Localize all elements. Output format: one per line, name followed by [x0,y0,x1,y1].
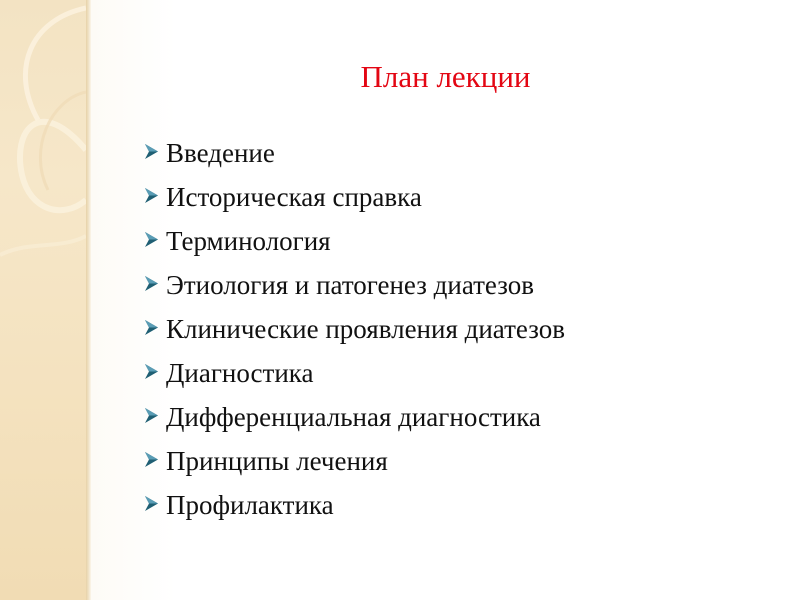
list-item-label: Введение [166,138,275,168]
arrow-bullet-icon [142,495,159,512]
list-item [142,439,565,483]
list-item-label: Диагностика [166,358,314,388]
list-item [142,263,565,307]
list-item [142,351,565,395]
list-item [142,483,565,527]
decorative-side-band [0,0,86,600]
arrow-bullet-icon [142,275,159,292]
list-item-label: Клинические проявления диатезов [166,314,565,344]
list-item-label: Историческая справка [166,182,422,212]
agenda-list [142,131,565,527]
arrow-bullet-icon [142,319,159,336]
arrow-bullet-icon [142,407,159,424]
slide-title: План лекции [360,59,531,94]
arrow-bullet-icon [142,231,159,248]
arrow-bullet-icon [142,187,159,204]
list-item [142,219,565,263]
list-item [142,131,565,175]
list-item [142,395,565,439]
list-item-label: Этиология и патогенез диатезов [166,270,534,300]
list-item-label: Профилактика [166,490,334,520]
list-item-label: Принципы лечения [166,446,388,476]
arrow-bullet-icon [142,363,159,380]
list-item [142,307,565,351]
list-item-label: Терминология [166,226,331,256]
list-item [142,175,565,219]
arrow-bullet-icon [142,143,159,160]
list-item-label: Дифференциальная диагностика [166,402,541,432]
arrow-bullet-icon [142,451,159,468]
swirl-decoration-icon [0,0,86,600]
